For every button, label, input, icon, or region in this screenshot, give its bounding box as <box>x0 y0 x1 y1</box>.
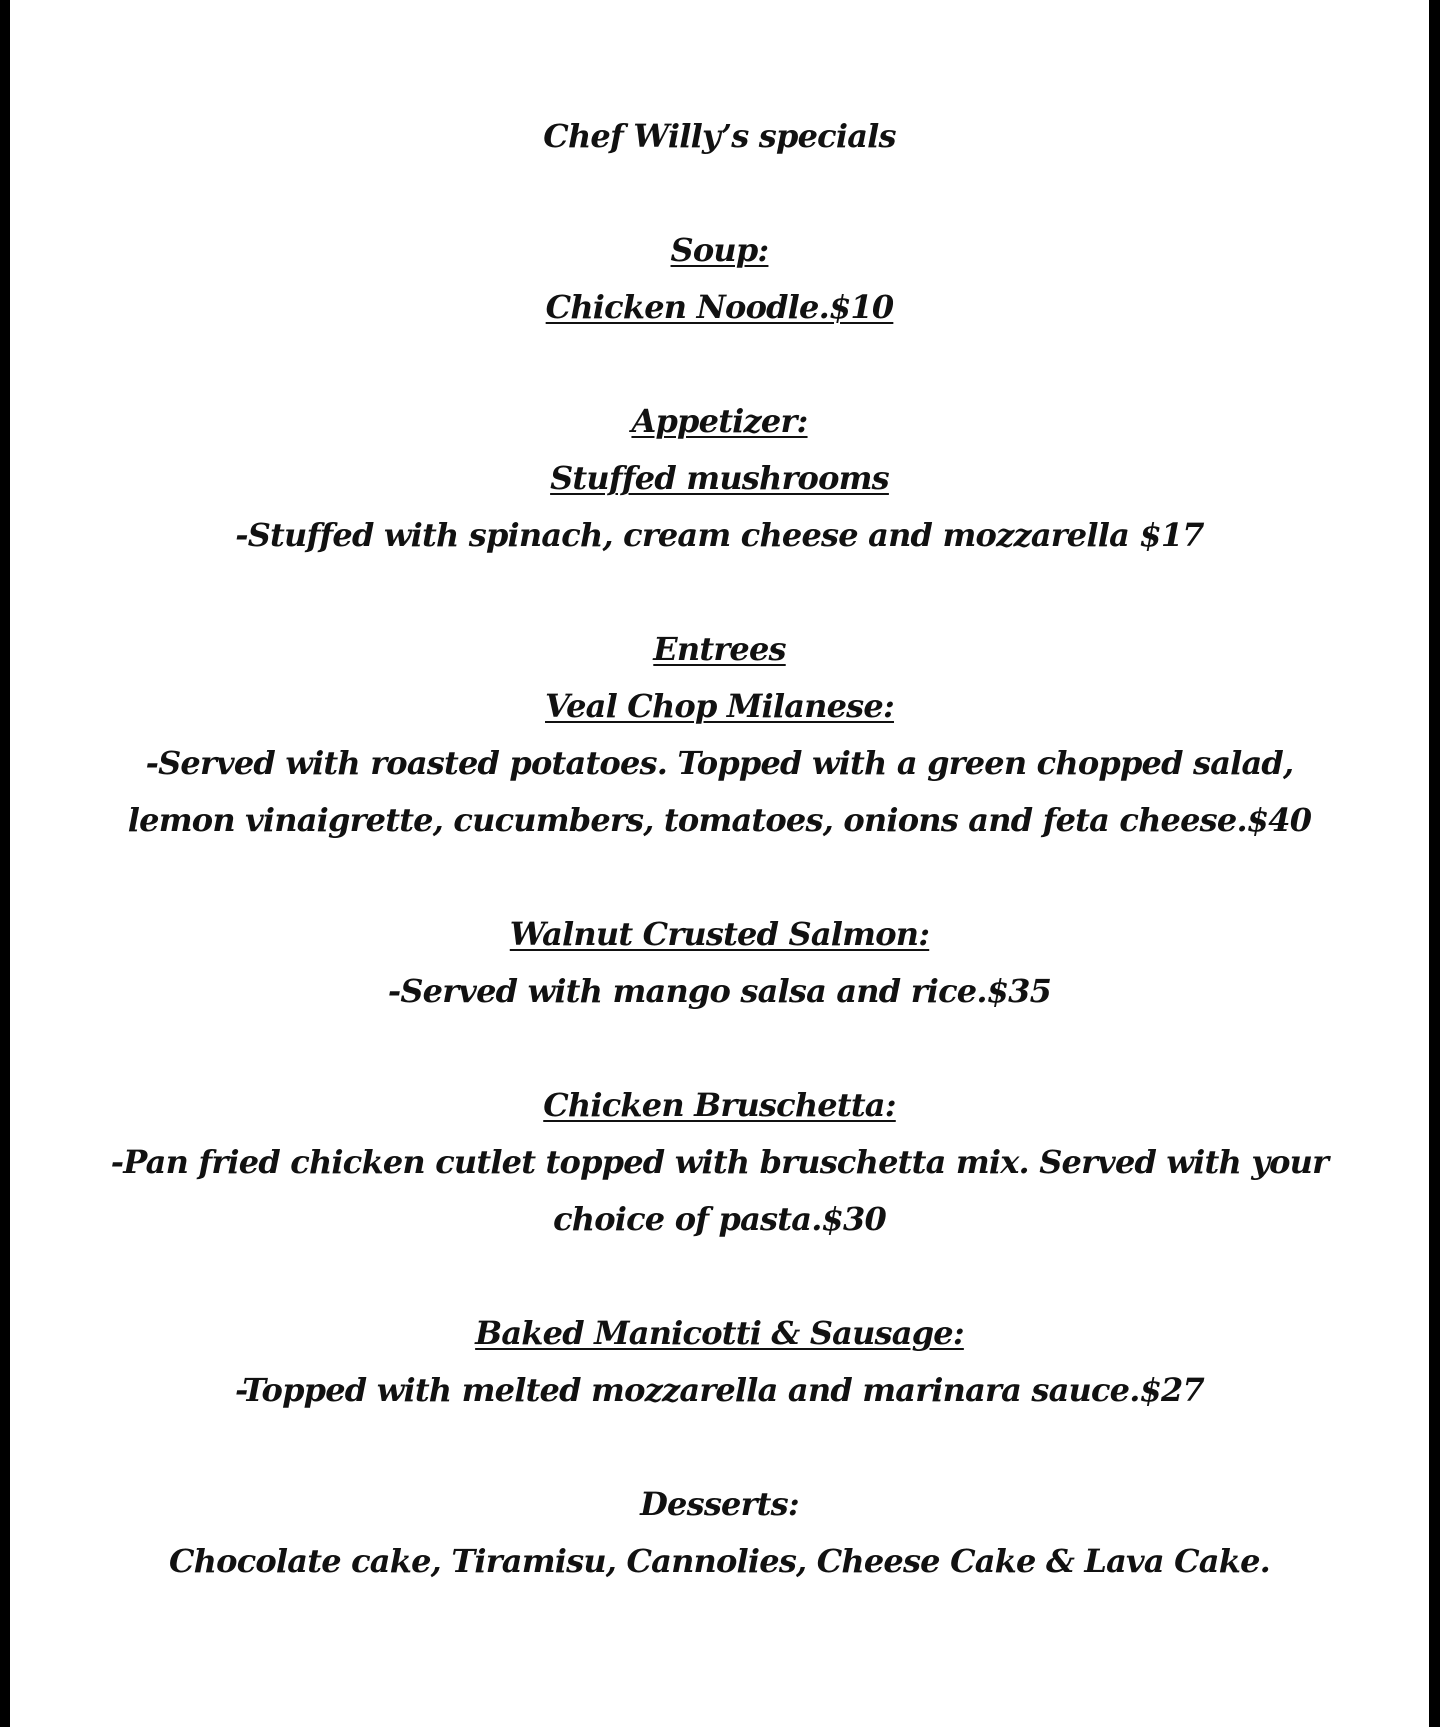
spacer <box>10 564 1429 621</box>
spacer <box>10 1020 1429 1077</box>
appetizer-heading: Appetizer: <box>631 402 808 440</box>
spacer <box>10 849 1429 906</box>
entree-description-line: -Served with roasted potatoes. Topped with a green chopped salad, <box>145 744 1294 782</box>
entree-description-line: -Topped with melted mozzarella and marinara sauce.$27 <box>235 1371 1204 1409</box>
spacer <box>10 1248 1429 1305</box>
entree-description-line: lemon vinaigrette, cucumbers, tomatoes, onions and feta cheese.$40 <box>127 801 1312 839</box>
entree-name-salmon: Walnut Crusted Salmon: <box>509 915 930 953</box>
desserts-heading: Desserts: <box>640 1485 799 1523</box>
entree-description-line: -Served with mango salsa and rice.$35 <box>387 972 1052 1010</box>
desserts-items: Chocolate cake, Tiramisu, Cannolies, Cheese Cake & Lava Cake. <box>169 1542 1270 1580</box>
appetizer-name: Stuffed mushrooms <box>550 459 889 497</box>
soup-item: Chicken Noodle.$10 <box>545 288 894 326</box>
soup-heading: Soup: <box>670 231 769 269</box>
entree-name-manicotti: Baked Manicotti & Sausage: <box>475 1314 964 1352</box>
menu-page <box>10 0 1429 1727</box>
entree-name-veal: Veal Chop Milanese: <box>545 687 894 725</box>
entree-description-line: choice of pasta.$30 <box>553 1200 886 1238</box>
spacer <box>10 336 1429 393</box>
entrees-heading: Entrees <box>653 630 786 668</box>
entree-description-line: -Pan fried chicken cutlet topped with bruschetta mix. Served with your <box>110 1143 1329 1181</box>
entree-name-bruschetta: Chicken Bruschetta: <box>543 1086 896 1124</box>
spacer <box>10 165 1429 222</box>
appetizer-description: -Stuffed with spinach, cream cheese and mozzarella $17 <box>235 516 1204 554</box>
specials-menu <box>10 108 1429 1590</box>
spacer <box>10 1419 1429 1476</box>
menu-title: Chef Willy’s specials <box>543 117 896 155</box>
